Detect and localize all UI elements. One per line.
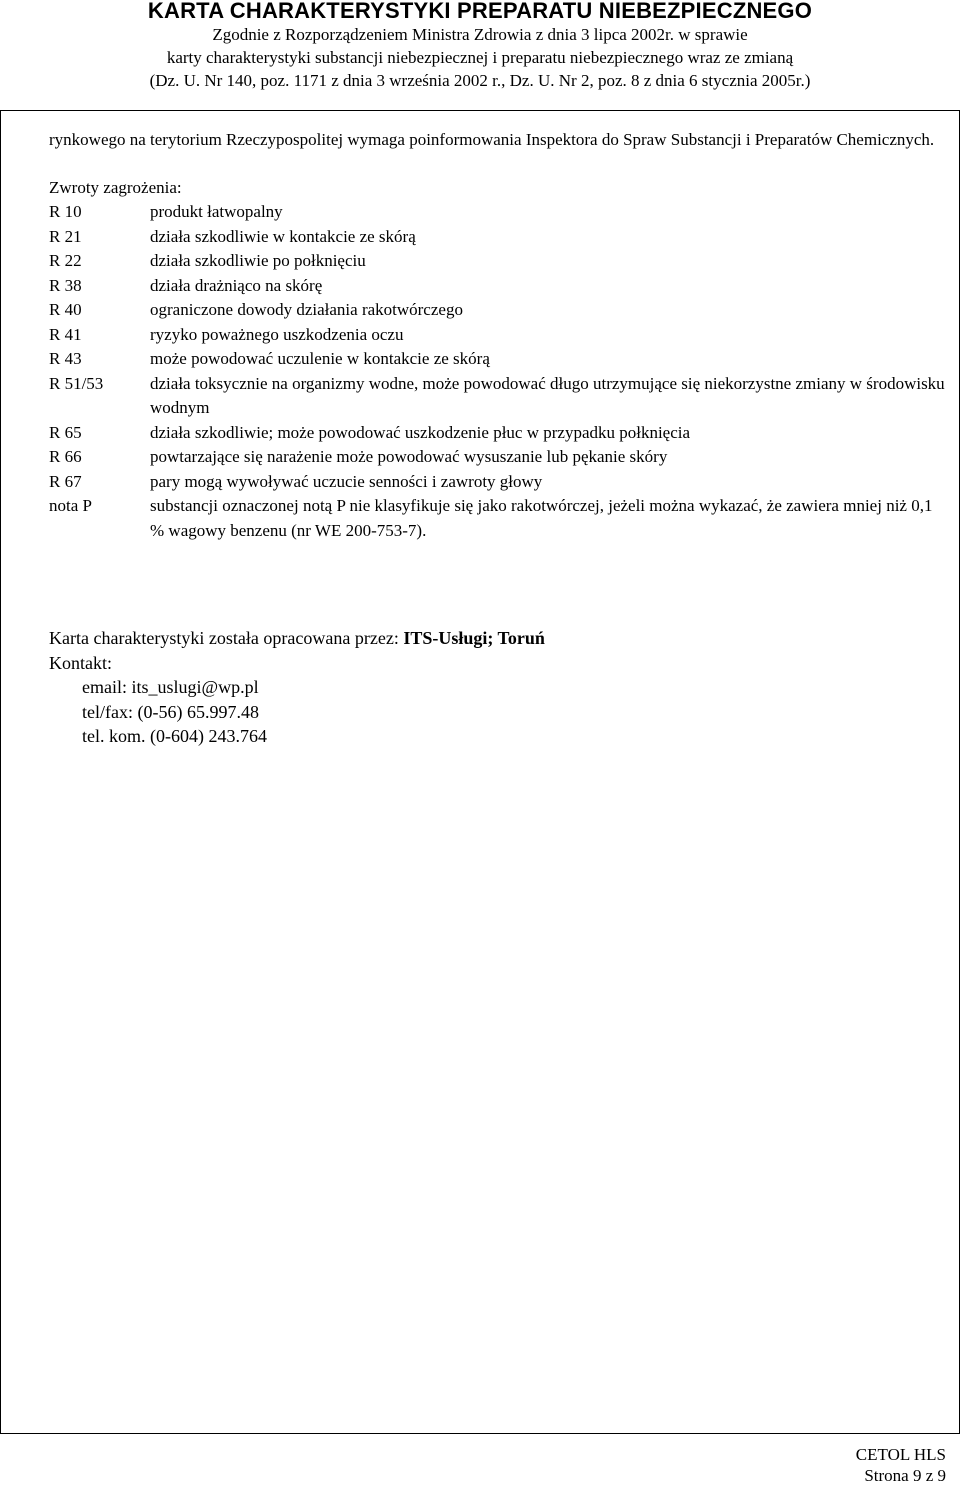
risk-description: może powodować uczulenie w kontakcie ze skórą [150,349,490,368]
risk-phrase-row [49,347,947,372]
risk-code: R 22 [49,251,82,270]
intro-paragraph: rynkowego na terytorium Rzeczypospolitej wymaga poinformowania Inspektora do Spraw Substancji i Preparatów Chemicznych. [49,130,935,149]
risk-description: ryzyko poważnego uszkodzenia oczu [150,324,404,344]
contact-label: Kontakt: [49,652,112,673]
risk-phrases-heading: Zwroty zagrożenia: [49,177,182,197]
page-footer [856,1444,946,1486]
risk-phrase-row [49,249,947,274]
risk-phrase-row [49,445,947,470]
risk-phrase-row [49,372,947,421]
document-header [0,0,960,92]
risk-code: R 21 [49,226,82,246]
risk-phrase-row [49,274,947,299]
risk-description: działa drażniąco na skórę [150,275,323,295]
risk-description: działa toksycznie na organizmy wodne, może powodować długo utrzymujące się niekorzystne zmiany w środowisku wodnym [150,373,945,417]
risk-phrase-row [49,494,947,543]
contact-mobile: tel. kom. (0-604) 243.764 [82,726,267,746]
page-content [49,128,947,749]
risk-code: R 43 [49,349,82,368]
risk-code: R 38 [49,275,82,295]
risk-description: działa szkodliwie w kontakcie ze skórą [150,226,416,246]
risk-code: R 65 [49,422,82,442]
risk-description: powtarzające się narażenie może powodować wysuszanie lub pękanie skóry [150,447,668,466]
risk-code: R 10 [49,202,82,221]
risk-phrase-row [49,470,947,495]
risk-phrase-row [49,200,947,225]
prepared-by-section [49,626,947,749]
risk-code: nota P [49,496,92,515]
risk-description: ograniczone dowody działania rakotwórczego [150,300,463,319]
prepared-by-line [49,626,947,651]
risk-description: działa szkodliwie po połknięciu [150,251,366,270]
regulation-line-1: Zgodnie z Rozporządzeniem Ministra Zdrowia z dnia 3 lipca 2002r. w sprawie [212,25,748,44]
prepared-by-organization: ITS-Usługi; Toruń [403,628,545,648]
prepared-by-label: Karta charakterystyki została opracowana przez: [49,628,404,648]
risk-description: działa szkodliwie; może powodować uszkodzenie płuc w przypadku połknięcia [150,422,691,442]
risk-phrases-list [49,200,947,543]
risk-phrase-row [49,421,947,446]
risk-description: pary mogą wywoływać uczucie senności i zawroty głowy [150,471,543,491]
risk-code: R 66 [49,447,82,466]
contact-phone-fax: tel/fax: (0-56) 65.997.48 [82,701,259,722]
risk-phrase-row [49,323,947,348]
contact-email: email: its_uslugi@wp.pl [82,677,259,697]
regulation-line-2: karty charakterystyki substancji niebezpiecznej i preparatu niebezpiecznego wraz ze zmianą [166,48,794,67]
risk-code: R 67 [49,471,82,491]
risk-description: substancji oznaczonej notą P nie klasyfikuje się jako rakotwórczej, jeżeli można wykazać, że zawiera mniej niż 0,1 % wagowy benzenu (nr WE 200-753-7). [150,496,933,540]
regulation-line-3: (Dz. U. Nr 140, poz. 1171 z dnia 3 września 2002 r., Dz. U. Nr 2, poz. 8 z dnia 6 stycznia 2005r.) [149,71,811,90]
page-number: Strona 9 z 9 [864,1466,946,1485]
footer-product-name: CETOL HLS [855,1445,946,1464]
risk-description: produkt łatwopalny [150,202,283,221]
risk-code: R 40 [49,300,82,319]
document-title: KARTA CHARAKTERYSTYKI PREPARATU NIEBEZPIECZNEGO [147,0,813,23]
risk-code: R 51/53 [49,373,104,393]
risk-phrase-row [49,225,947,250]
risk-code: R 41 [49,324,82,344]
risk-phrase-row [49,298,947,323]
